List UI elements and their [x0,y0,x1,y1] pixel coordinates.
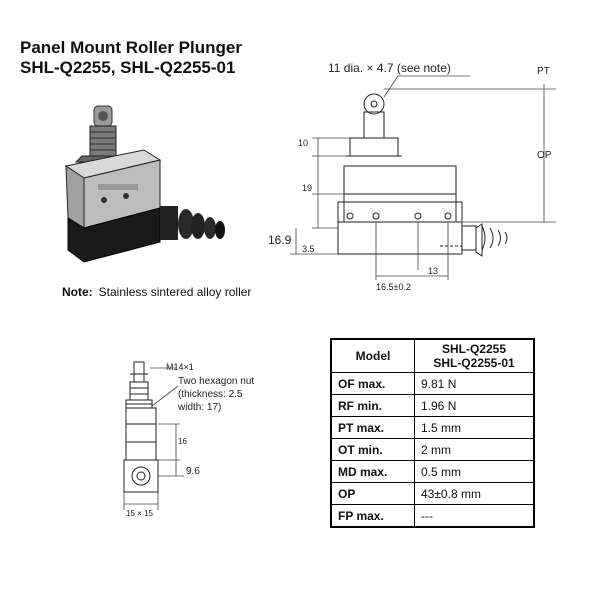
spec-key: MD max. [331,461,415,483]
dim-9-6-label: 9.6 [186,466,200,477]
header-value: SHL-Q2255 SHL-Q2255-01 [415,339,535,373]
spec-key: OP [331,483,415,505]
table-row [331,461,534,483]
table-row [331,417,534,439]
side-view-drawing [100,350,330,520]
dim-10-label: 10 [298,138,309,148]
op-label: OP [537,150,552,161]
spec-key: OT min. [331,439,415,461]
spec-value: 2 mm [415,439,535,461]
spec-value: 1.5 mm [415,417,535,439]
note-text: Stainless sintered alloy roller [98,285,252,299]
spec-value: --- [415,505,535,528]
nut-note-line: Two hexagon nut (thickness: 2.5 width: 17) [178,376,255,413]
table-row [331,483,534,505]
table-row [331,395,534,417]
dim-15x15-label: 15 × 15 [126,509,153,518]
spec-value: 9.81 N [415,373,535,395]
dim-3-5-label: 3.5 [302,244,315,254]
header-model: Model [331,339,415,373]
dim-16-5-label: 16.5±0.2 [376,282,411,292]
pt-label: PT [537,66,550,77]
dim-13-label: 13 [428,266,439,276]
spec-table-header [331,339,534,373]
note-label: Note: [62,285,93,299]
title-line-2: SHL-Q2255, SHL-Q2255-01 [20,58,236,77]
spec-value: 1.96 N [415,395,535,417]
dim-19-label: 19 [302,183,313,193]
roller-callout-label: 11 dia. × 4.7 (see note) [328,61,451,75]
dim-16-9-label: 16.9 [268,233,292,247]
table-row [331,373,534,395]
table-row [331,505,534,528]
table-row [331,439,534,461]
dim-16-label: 16 [178,437,187,446]
spec-key: PT max. [331,417,415,439]
spec-key: RF min. [331,395,415,417]
spec-value: 0.5 mm [415,461,535,483]
spec-key: OF max. [331,373,415,395]
spec-value: 43±0.8 mm [415,483,535,505]
spec-table [330,338,535,528]
thread-label: M14×1 [166,362,194,372]
spec-key: FP max. [331,505,415,528]
title-line-1: Panel Mount Roller Plunger [20,38,242,57]
